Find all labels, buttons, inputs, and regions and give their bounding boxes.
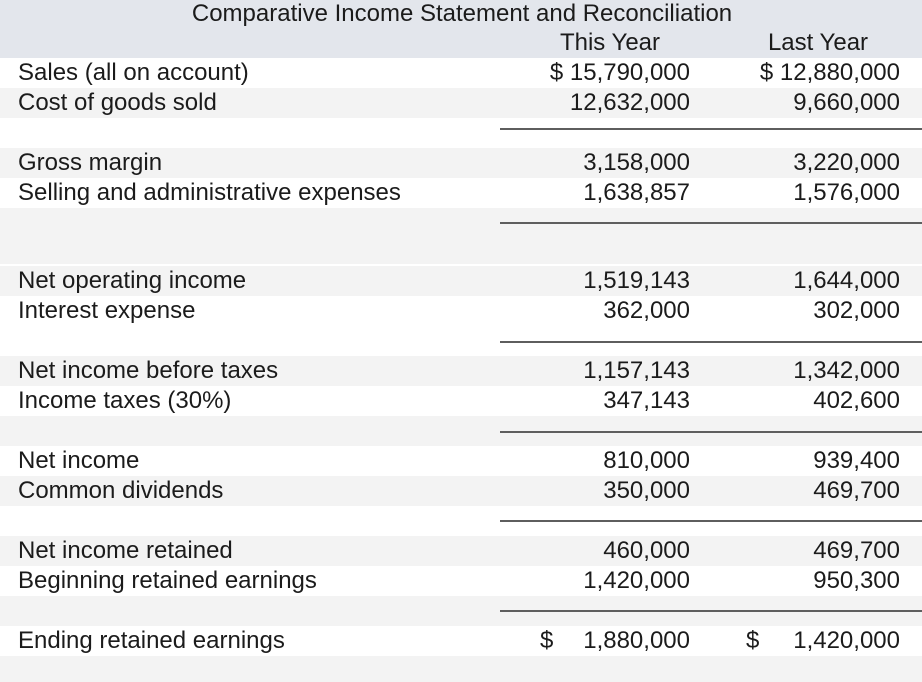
row-label: Income taxes (30%) [18, 387, 232, 414]
last-year-value: 1,420,000 [793, 627, 900, 654]
total-rule [500, 222, 922, 224]
table-row-nibt [0, 356, 922, 386]
last-year-value: 950,300 [813, 567, 900, 594]
row-label: Net operating income [18, 267, 247, 294]
table-row-beginning-re [0, 566, 922, 596]
last-year-value: 302,000 [813, 297, 900, 324]
total-rule [500, 610, 922, 612]
row-label: Common dividends [18, 477, 224, 504]
table-row-ending-re [0, 626, 922, 656]
this-year-value: 12,632,000 [569, 89, 690, 116]
table-header [0, 0, 922, 58]
row-label: Net income before taxes [18, 357, 279, 384]
last-year-value: 1,644,000 [793, 267, 900, 294]
this-year-value: 1,519,143 [583, 267, 690, 294]
last-year-value: $ 12,880,000 [759, 59, 900, 86]
total-rule [500, 341, 922, 343]
table-row-net-income [0, 446, 922, 476]
currency-symbol: $ [540, 627, 554, 654]
spacer-row [0, 656, 922, 682]
this-year-value: 1,157,143 [583, 357, 690, 384]
this-year-value: 810,000 [603, 447, 690, 474]
row-label: Beginning retained earnings [18, 567, 317, 594]
this-year-value: 350,000 [603, 477, 690, 504]
last-year-value: 402,600 [813, 387, 900, 414]
row-label: Net income [18, 447, 140, 474]
table-row-noi [0, 266, 922, 296]
page-title: Comparative Income Statement and Reconciliation [191, 0, 733, 27]
this-year-value: 362,000 [603, 297, 690, 324]
row-label: Cost of goods sold [18, 89, 217, 116]
this-year-value: 460,000 [603, 537, 690, 564]
last-year-value: 1,342,000 [793, 357, 900, 384]
row-label: Gross margin [18, 149, 163, 176]
row-label: Ending retained earnings [18, 627, 285, 654]
row-label: Interest expense [18, 297, 196, 324]
total-rule [500, 128, 922, 130]
currency-symbol: $ [746, 627, 760, 654]
total-rule [500, 431, 922, 433]
column-header-last-year: Last Year [767, 29, 869, 56]
last-year-value: 469,700 [813, 537, 900, 564]
this-year-value: $ 15,790,000 [549, 59, 690, 86]
row-label: Net income retained [18, 537, 233, 564]
last-year-value: 3,220,000 [793, 149, 900, 176]
row-label: Selling and administrative expenses [18, 179, 401, 206]
this-year-value: 1,638,857 [583, 179, 690, 206]
this-year-value: 3,158,000 [583, 149, 690, 176]
last-year-value: 9,660,000 [793, 89, 900, 116]
this-year-value: 1,420,000 [583, 567, 690, 594]
table-row-retained [0, 536, 922, 566]
last-year-value: 939,400 [813, 447, 900, 474]
total-rule [500, 520, 922, 522]
last-year-value: 1,576,000 [793, 179, 900, 206]
table-row-interest [0, 296, 922, 326]
table-row-dividends [0, 476, 922, 506]
this-year-value: 347,143 [603, 387, 690, 414]
table-row-cogs [0, 88, 922, 118]
last-year-value: 469,700 [813, 477, 900, 504]
table-row-gross-margin [0, 148, 922, 178]
this-year-value: 1,880,000 [583, 627, 690, 654]
table-row-sales [0, 58, 922, 88]
table-row-taxes [0, 386, 922, 416]
row-label: Sales (all on account) [18, 59, 249, 86]
column-header-this-year: This Year [559, 29, 661, 56]
table-row-sga [0, 178, 922, 208]
spacer-row [0, 208, 922, 264]
